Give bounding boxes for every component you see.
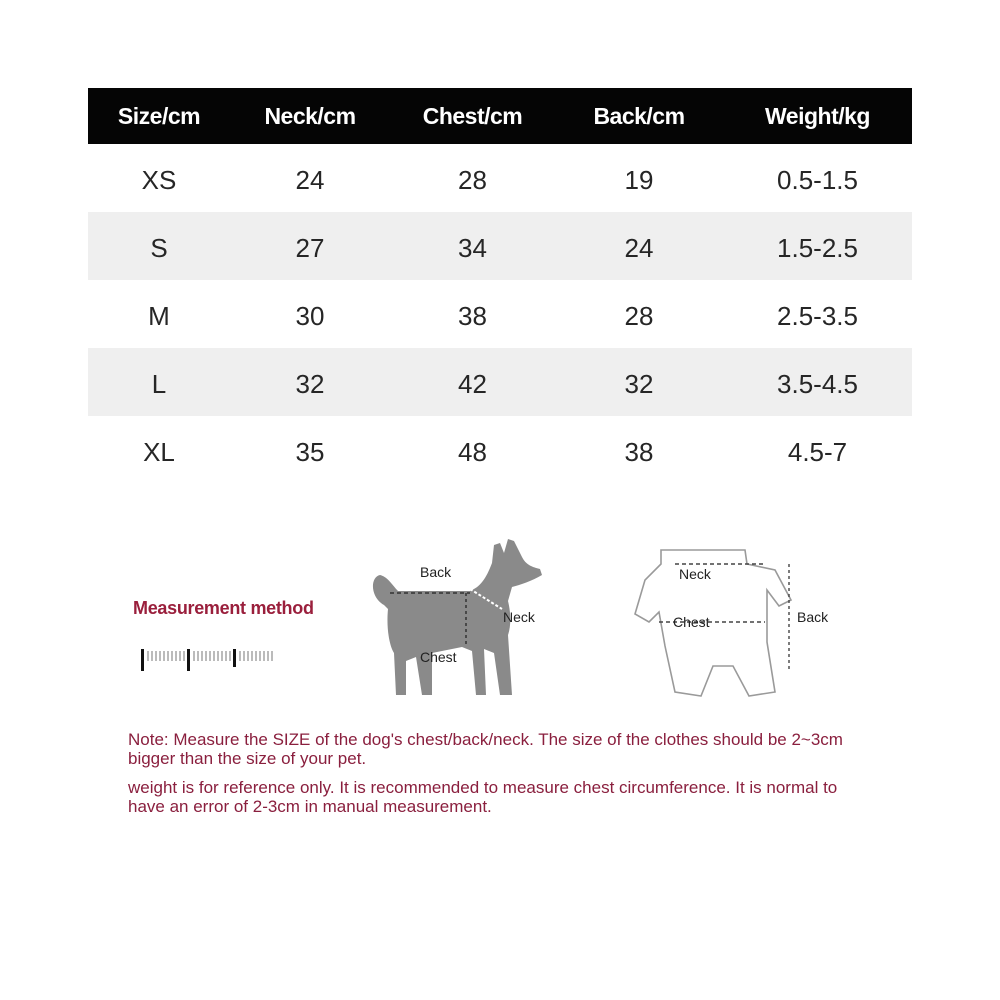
note-size: Note: Measure the SIZE of the dog's chest/back/neck. The size of the clothes should be 2~3cm bigger than the size of your pet. [128,730,843,768]
header-weight: Weight/kg [765,102,870,129]
header-chest: Chest/cm [422,102,523,129]
garment-diagram [615,542,835,704]
neck-cell: 30 [295,300,325,331]
chest-cell: 38 [458,300,487,331]
weight-cell: 4.5-7 [787,436,848,467]
table-header [88,88,912,144]
pet-garment-icon [635,550,791,696]
garment-back-label: Back [797,609,829,625]
size-cell: XL [143,436,175,467]
back-cell: 19 [624,164,654,195]
dog-back-label: Back [420,564,452,580]
ruler-icon [141,645,279,671]
dog-chest-label: Chest [420,649,457,665]
garment-neck-label: Neck [679,566,711,582]
chest-cell: 42 [458,368,487,399]
table-row [88,416,912,484]
garment-chest-label: Chest [673,614,710,630]
measurement-method-title: Measurement method [133,598,314,618]
neck-cell: 24 [295,164,325,195]
header-neck: Neck/cm [264,102,356,129]
dog-neck-label: Neck [503,609,535,625]
chest-cell: 48 [458,436,487,467]
weight-cell: 3.5-4.5 [777,368,858,399]
back-cell: 32 [624,368,654,399]
table-row [88,280,912,348]
back-cell: 24 [624,232,654,263]
weight-cell: 0.5-1.5 [777,164,858,195]
header-size: Size/cm [117,102,201,129]
dog-diagram [362,535,552,705]
weight-cell: 2.5-3.5 [777,300,858,331]
size-cell: M [148,300,170,331]
header-back: Back/cm [593,102,685,129]
size-cell: L [151,368,167,399]
neck-cell: 32 [295,368,325,399]
weight-cell: 1.5-2.5 [777,232,858,263]
neck-cell: 27 [295,232,325,263]
size-cell: S [150,232,168,263]
neck-cell: 35 [295,436,325,467]
table-row [88,348,912,416]
note-weight: weight is for reference only. It is recommended to measure chest circumference. It is normal to have an error of 2-3cm in manual measurement. [128,778,838,816]
size-table [88,88,912,484]
back-cell: 38 [624,436,654,467]
back-cell: 28 [624,300,654,331]
table-row [88,212,912,280]
size-cell: XS [141,164,177,195]
table-row [88,144,912,212]
chest-cell: 34 [458,232,487,263]
chest-cell: 28 [458,164,487,195]
